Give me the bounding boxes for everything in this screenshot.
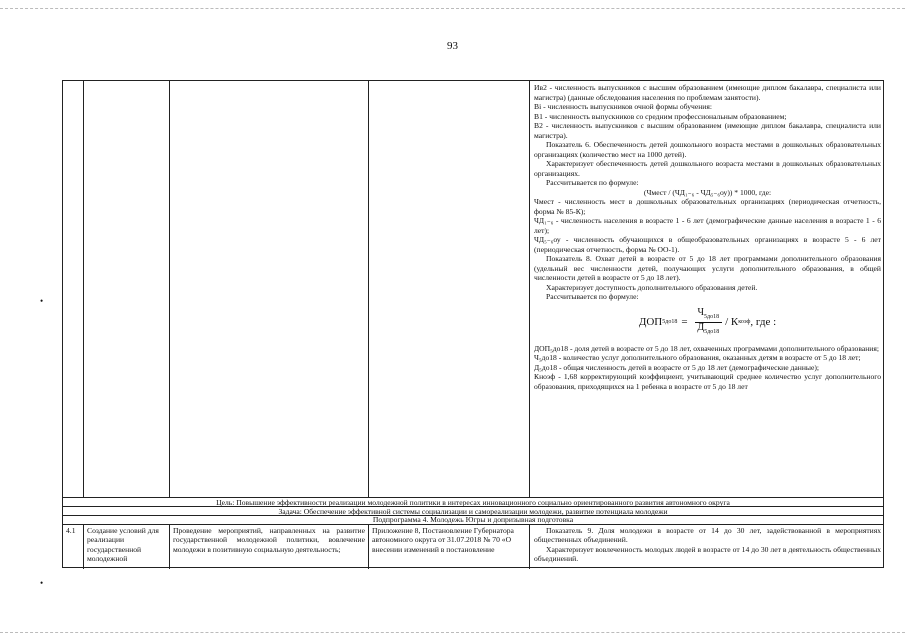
page-number: 93 [447,40,458,52]
description-line: Ив2 - численность выпускников с высшим образованием (имеющие диплом бакалавра, специалиста или магистра) (данные обследования населения по проблемам занятости). [534,83,881,102]
indicator-9-description: Характеризует вовлеченность молодых людей в возрасте от 14 до 30 лет в деятельность общественных объединений. [534,544,881,563]
goal-banner: Цель: Повышение эффективности реализации молодежной политики в интересах инновационного социально ориентированного развития автономного округа [216,498,730,507]
formula-lhs-sub: 5до18 [662,318,678,325]
column-divider [169,81,170,497]
formula-den-sub: 5до18 [704,329,720,335]
column-divider [83,524,84,569]
column-divider [83,81,84,497]
description-line: Характеризует доступность дополнительного образования детей. [546,282,758,292]
description-line: Рассчитывается по формуле: [546,292,639,301]
description-line: (Чмест / (ЧД₁₋₆ - ЧД₅₋₆оу)) * 1000, где: [643,187,772,197]
column-divider [169,524,170,569]
column-divider [529,81,530,497]
column-divider [529,524,530,569]
column-divider [368,524,369,569]
measure-name: Создание условий для реализации государственной молодежной [87,526,159,563]
formula-lhs: ДОП [638,315,663,328]
description-line: Чмест - численность мест в дошкольных образовательных организациях (периодическая отчетность, форма № 85-К); [534,197,881,216]
description-line: ЧД₅₋₆оу - численность обучающихся в общеобразовательных организациях в возрасте 5 - 6 лет (периодическая отчетность, форма № ОО-1). [534,235,881,254]
description-line: Показатель 8. Охват детей в возрасте от 5 до 18 лет программами дополнительного образования (удельный вес численности детей, получающих услуги дополнительного образования, в общей численности детей в возрасте от 5 до 18 лет). [534,254,881,282]
row-number: 4.1 [66,526,76,535]
description-line: Ч₅до18 - количество услуг дополнительного образования, оказанных детям в возрасте от 5 до 18 лет; [534,353,861,362]
column-divider [368,81,369,497]
scan-edge-top [0,8,905,9]
scan-speck: • [40,296,44,306]
description-line: Вi - численность выпускников очной формы обучения: [534,102,712,111]
row-divider [63,524,883,525]
formula-dop: ДОП 5до18 = $\frac{Ч_{5до18}}{Д_{5до18}}$ / К коэф , где : [638,306,777,335]
description-line: Рассчитывается по формуле: [546,178,639,187]
indicator-9: Показатель 9. Доля молодежи в возрасте от 14 до 30 лет, задействованной в мероприятиях общественных объединений. [534,526,881,545]
indicator-text [534,526,881,563]
description-line: ЧД₁₋₆ - численность населения в возрасте 1 - 6 лет (демографические данные населения в возрасте 1 - 6 лет); [534,216,881,235]
description-line: В1 - численность выпускников со средним профессиональным образованием; [534,111,787,121]
measure-content: Проведение мероприятий, направленных на развитие государственной молодежной политики, вовлечение молодежи в позитивную социальную деятельность; [173,526,365,554]
description-line: Кноэф - 1,68 корректирующий коэффициент, учитывающий среднее количество услуг дополнительного образования, приходящихся на 1 ребенка в возрасте от 5 до 18 лет [534,372,881,391]
indicator-description [534,83,881,391]
task-banner: Задача: Обеспечение эффективной системы социализации и самореализации молодежи, развитие потенциала молодежи [278,507,668,516]
description-line: Д₅до18 - общая численность детей в возрасте от 5 до 18 лет (демографические данные); [534,362,819,372]
subprogram-banner: Подпрограмма 4. Молодежь Югры и допризывная подготовка [372,515,574,524]
program-table [62,80,884,568]
legal-basis: Приложение 8, Постановление Губернатора автономного округа от 31.07.2018 № 70 «О внесении изменений в постановление [372,526,514,554]
formula-num-sub: 5до18 [704,313,720,320]
formula-denominator: Д [697,322,705,333]
scan-speck: • [40,578,44,588]
formula-numerator: Ч [697,306,705,318]
formula-divisor: / К [725,315,739,328]
formula-divisor-sub: коэф [738,318,751,325]
description-line: В2 - численность выпускников с высшим образованием (имеющие диплом бакалавра, специалиста или магистра). [534,121,881,140]
scan-edge-bottom [0,632,905,633]
description-line: Показатель 6. Обеспеченность детей дошкольного возраста местами в дошкольных образовательных организациях (количество мест на 1000 детей). [534,140,881,159]
formula-tail: , где : [750,315,777,328]
description-line: ДОП₅до18 - доля детей в возрасте от 5 до 18 лет, охваченных программами дополнительного образования; [534,343,879,353]
description-line: Характеризует обеспеченность детей дошкольного возраста местами в дошкольных образовательных организациях. [534,159,881,178]
